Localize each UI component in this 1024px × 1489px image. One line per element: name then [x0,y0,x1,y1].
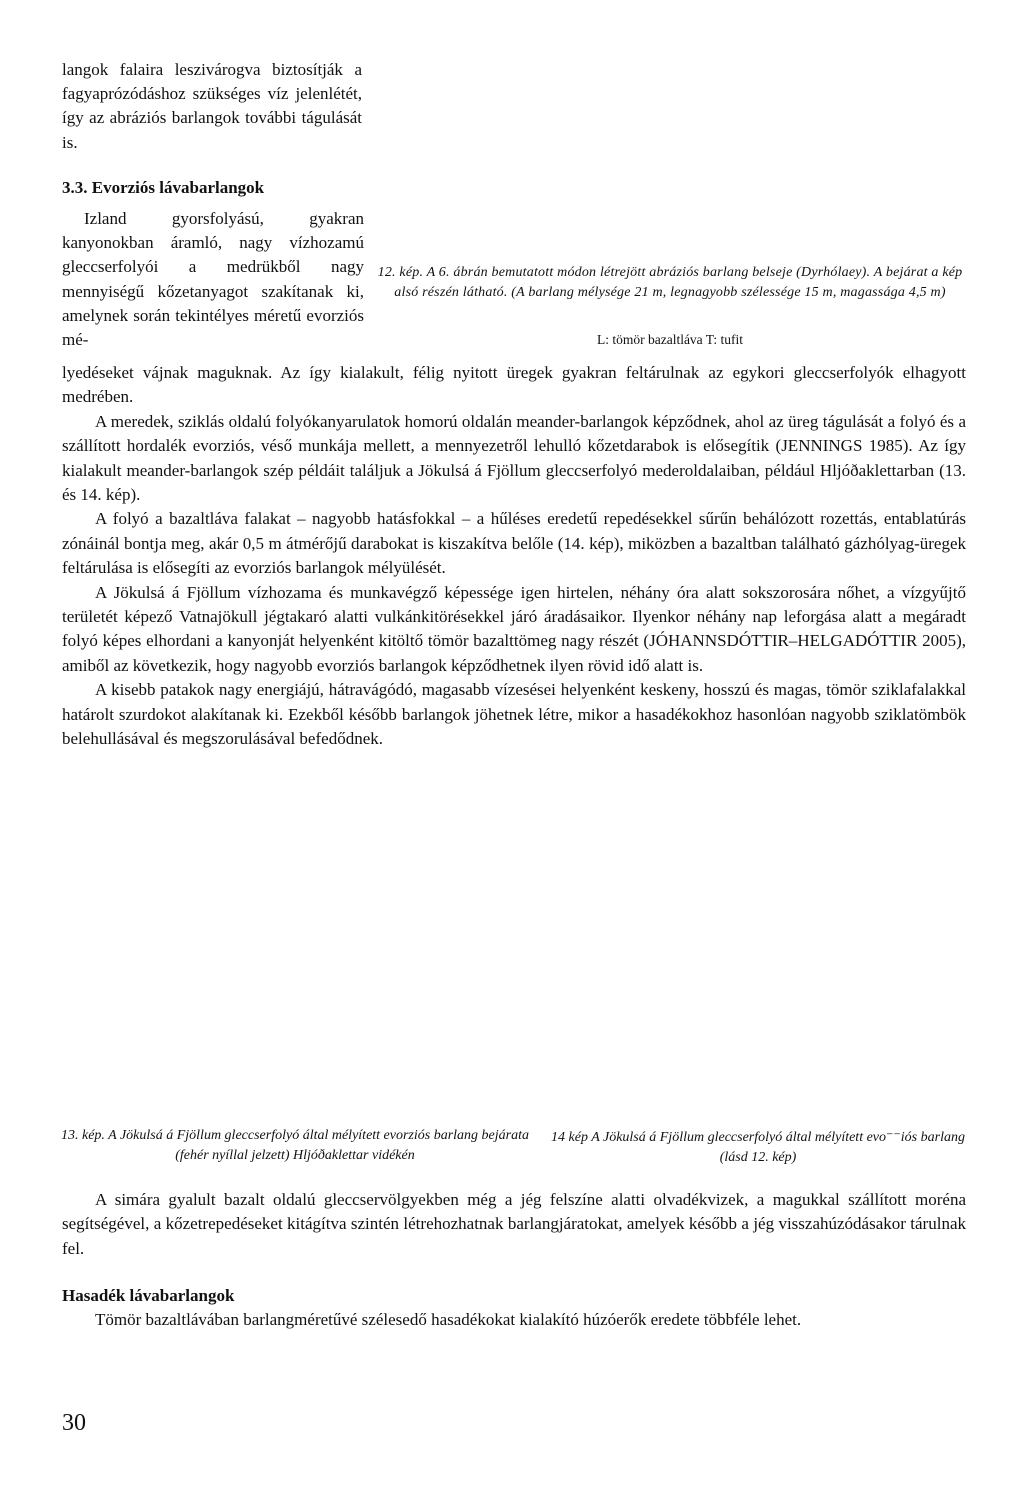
izland-paragraph: Izland gyorsfolyású, gyakran kanyonokban áramló, nagy vízhozamú gleccserfolyói a medrükből nagy mennyiségű kőzetanyagot szakítanak ki, amelynek során tekintélyes méretű evorziós mé- [62,209,364,350]
figure-12-caption: 12. kép. A 6. ábrán bemutatott módon létrejött abráziós barlang belseje (Dyrhólaey). A bejárat a kép alsó részén látható. (A barlang mélysége 21 m, legnagyobb szélessége 15 m, magassága 4,5 m) [377,265,963,300]
vizhozam-paragraph: A Jökulsá á Fjöllum vízhozama és munkavégző képessége igen hirtelen, néhány óra alatt sokszorosára nőhet, a vízgyűjtő területét képező Vatnajökull jégtakaró alatti vulkánkitörésekkel járó áradásaikor. Ilyenkor néhány nap leforgása alatt a megáradt folyó képes elhordani a kanyonját helyenként kitöltő tömör bazalttömeg nagy részét (JÓHANNSDÓTTIR–HELGADÓTTIR 2005), amiből az következik, hogy nagyobb evorziós barlangok képződhetnek ilyen rövid idő alatt is. [62,582,966,675]
top-paragraph-text: langok falaira leszivárogva biztosítják a fagyaprózódáshoz szükséges víz jelenlétét, így az abráziós barlangok további tágulását is. [62,60,362,152]
izland-paragraph-continuation: lyedéseket vájnak maguknak. Az így kialakult, félig nyitott üregek gyakran feltárulnak az egykori gleccserfolyók elhagyott medrében. [62,363,966,407]
gleccservolgy-paragraph: A simára gyalult bazalt oldalú gleccservölgyekben még a jég felszíne alatti olvadékvizek, a magukkal szállított moréna segítségével, a kőzetrepedéseket kitágítva szintén létrehozhatnak barlangjáratokat, amelyek később a jég visszahúzódásakor tárulnak fel. [62,1190,966,1258]
hasadek-paragraph: Tömör bazaltlávában barlangméretűvé szélesedő hasadékokat kialakító húzóerők eredete többféle lehet. [95,1310,802,1329]
gleccservolgy-section [62,1188,966,1261]
bazalt-paragraph: A folyó a bazaltláva falakat – nagyobb hatásfokkal – a hűléses eredetű repedésekkel sűrűn behálózott rozettás, entablatúrás zónáinál bontja meg, akár 0,5 m átmérőjű darabokat is kiszakítva belőle (14. kép), miközben a bazaltban található gázhólyag-üregek feltárulása is elősegíti az evorziós barlangok mélyülését. [62,509,966,578]
figure-14-caption: 14 kép A Jökulsá á Fjöllum gleccserfolyó által mélyített evo⁻⁻iós barlang (lásd 12. kép) [551,1130,965,1165]
main-body-text [62,361,966,752]
figure-12-legend: L: tömör bazaltláva T: tufit [596,332,744,347]
figure-13-caption: 13. kép. A Jökulsá á Fjöllum gleccserfolyó által mélyített evorziós barlang bejárata (fehér nyíllal jelzett) Hljóðaklettar vidékén [60,1128,529,1163]
top-paragraph [62,58,362,155]
patakok-paragraph: A kisebb patakok nagy energiájú, hátravágódó, magasabb vízesései helyenként keskeny, hosszú és magas, tömör sziklafalakkal határolt szurdokot alakítanak ki. Ezekből később barlangok jöhetnek létre, mikor a hasadékokhoz hasonlóan nagyobb sziklatömbök belehullásával és megszorulásával befedődnek. [62,680,966,749]
page-number: 30 [62,1410,86,1436]
meander-paragraph: A meredek, sziklás oldalú folyókanyarulatok homorú oldalán meander-barlangok képződnek, ahol az üreg tágulását a folyó és a szállított hordalék evorziós, véső munkája mellett, a mennyezetről lehulló kőzetdarabok is elősegítik (JENNINGS 1985). Az így kialakult meander-barlangok szép példáit találjuk a Jökulsá á Fjöllum gleccserfolyó mederoldalaiban, például Hljóðaklettarban (13. és 14. kép). [62,411,966,505]
section-heading-3-3: 3.3. Evorziós lávabarlangok [62,178,265,197]
hasadek-heading: Hasadék lávabarlangok [62,1286,235,1305]
